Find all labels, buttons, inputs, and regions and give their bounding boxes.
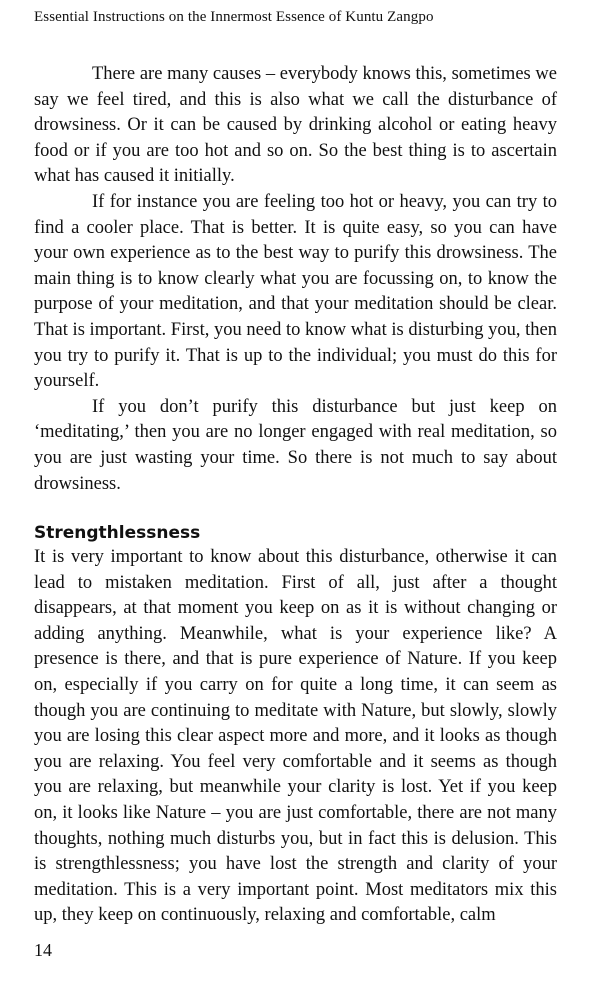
paragraph-cooler-place: If for instance you are feeling too hot or heavy, you can try to find a cooler place. That is better. It is quite easy, so you can have your own experience as to the best way to purify this drowsiness. The main thing is to know clearly what you are focussing on, to know the purpose of your meditation, and that your meditation should be clear. That is important. First, you need to know what is disturbing you, then you try to purify it. That is up to the individual; you must do this for yourself. (34, 191, 557, 392)
page-number: 14 (34, 940, 52, 960)
section-heading: Strengthlessness (34, 523, 201, 544)
page-body (34, 62, 557, 929)
paragraph-causes: There are many causes – everybody knows this, sometimes we say we feel tired, and this is also what we call the disturbance of drowsiness. Or it can be caused by drinking alcohol or eating heavy food or if you are too hot and so on. So the best thing is to ascertain what has caused it initially. (34, 64, 557, 187)
paragraph-purify: If you don’t purify this disturbance but just keep on ‘meditating,’ then you are no longer engaged with real meditation, so you are just wasting your time. So there is not much to say about drowsiness. (34, 396, 557, 494)
section-body: It is very important to know about this disturbance, otherwise it can lead to mistaken meditation. First of all, just after a thought disappears, at that moment you keep on as it is without changing or adding anything. Meanwhile, what is your experience like? A presence is there, and that is pure experience of Nature. If you keep on, especially if you carry on for quite a long time, it can seem as though you are continuing to meditate with Nature, but slowly, slowly you are losing this clear aspect more and more, and it looks as though you are relaxing. You feel very comfortable and it seems as though you are relaxing, but meanwhile your clarity is lost. Yet if you keep on, it looks like Nature – you are just comfortable, there are not many thoughts, nothing much disturbs you, but in fact this is delusion. This is strengthlessness; you have lost the strength and clarity of your meditation. This is a very important point. Most meditators mix this up, they keep on continuously, relaxing and comfortable, calm (34, 547, 557, 926)
running-header: Essential Instructions on the Innermost Essence of Kuntu Zangpo (34, 9, 434, 25)
